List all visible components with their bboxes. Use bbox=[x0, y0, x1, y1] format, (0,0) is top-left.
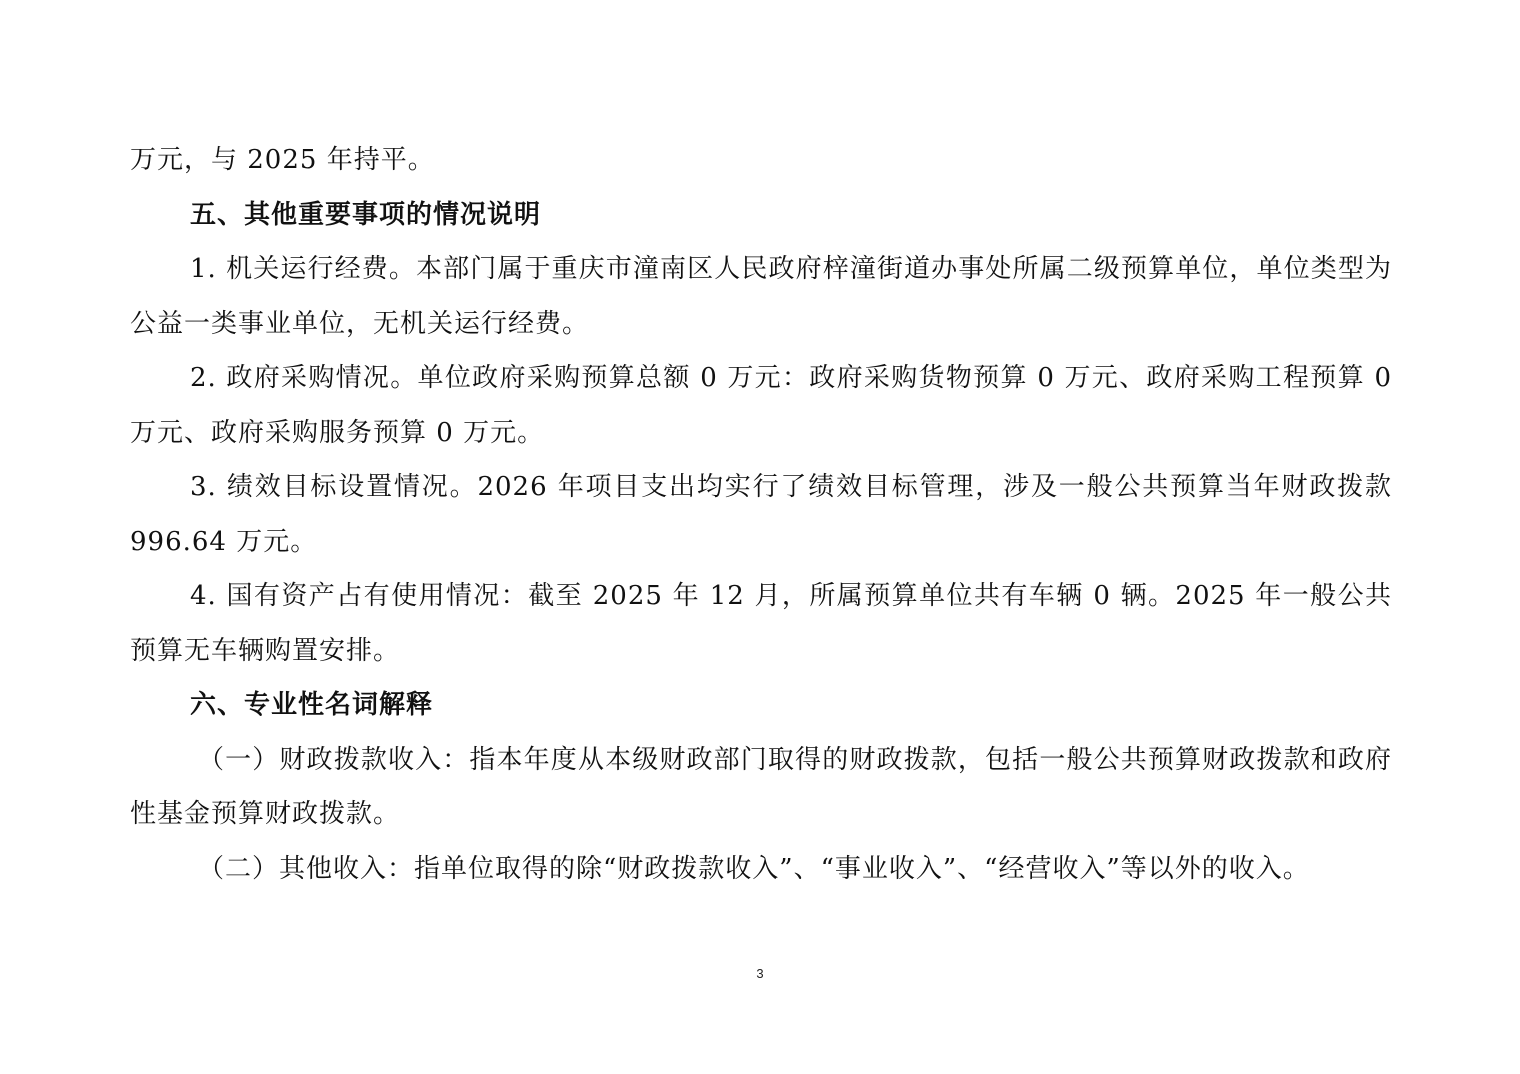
document-body bbox=[130, 133, 1392, 896]
paragraph-term-fiscal-income: （一）财政拨款收入：指本年度从本级财政部门取得的财政拨款，包括一般公共预算财政拨款和政府性基金预算财政拨款。 bbox=[130, 744, 1392, 829]
paragraph-government-procurement: 2. 政府采购情况。单位政府采购预算总额 0 万元：政府采购货物预算 0 万元、政府采购工程预算 0 万元、政府采购服务预算 0 万元。 bbox=[130, 363, 1392, 448]
section-heading-other-matters: 五、其他重要事项的情况说明 bbox=[190, 199, 542, 230]
paragraph-operating-funds: 1. 机关运行经费。本部门属于重庆市潼南区人民政府梓潼街道办事处所属二级预算单位，单位类型为公益一类事业单位，无机关运行经费。 bbox=[130, 254, 1392, 339]
paragraph-term-other-income: （二）其他收入：指单位取得的除“财政拨款收入”、“事业收入”、“经营收入”等以外的收入。 bbox=[198, 853, 1310, 884]
page-number: 3 bbox=[756, 966, 764, 981]
paragraph-performance-goals: 3. 绩效目标设置情况。2026 年项目支出均实行了绩效目标管理，涉及一般公共预算当年财政拨款 996.64 万元。 bbox=[130, 472, 1392, 557]
paragraph-state-assets: 4. 国有资产占有使用情况：截至 2025 年 12 月，所属预算单位共有车辆 0 辆。2025 年一般公共预算无车辆购置安排。 bbox=[130, 581, 1392, 666]
section-heading-terminology: 六、专业性名词解释 bbox=[190, 690, 434, 720]
paragraph-continuation: 万元，与 2025 年持平。 bbox=[130, 145, 435, 175]
